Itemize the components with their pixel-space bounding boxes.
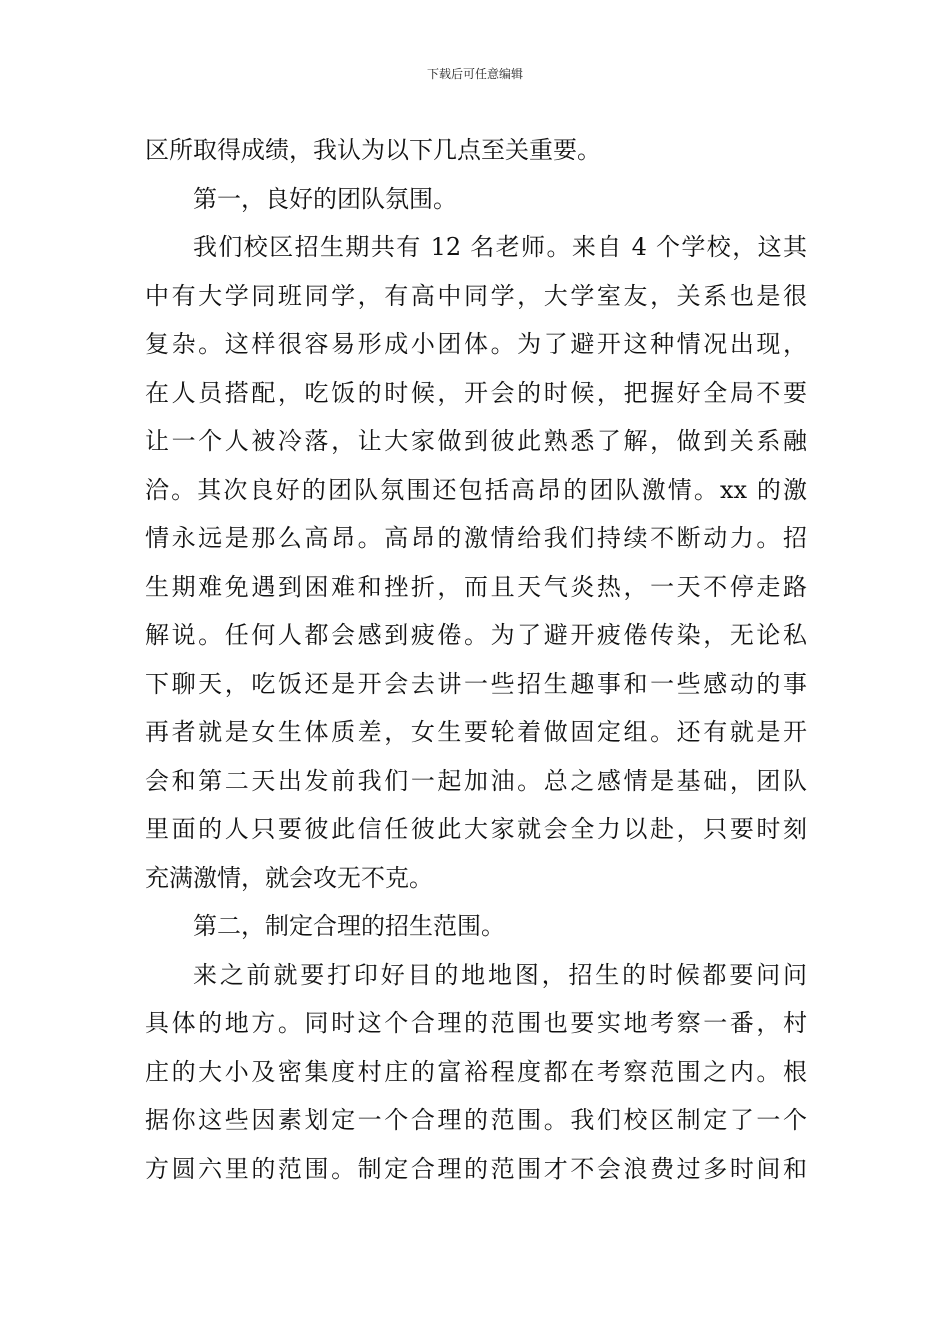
section-heading: 第一，良好的团队氛围。: [193, 184, 457, 213]
text-line: 复杂。这样很容易形成小团体。为了避开这种情况出现，: [145, 330, 807, 358]
text-line: 解说。任何人都会感到疲倦。为了避开疲倦传染，无论私: [145, 621, 807, 649]
text-line: 中有大学同班同学，有高中同学，大学室友，关系也是很: [145, 281, 807, 310]
text-line: 情永远是那么高昂。高昂的激情给我们持续不断动力。招: [145, 524, 807, 552]
document-body: [145, 126, 807, 1193]
text-line: 洽。其次良好的团队氛围还包括高昂的团队激情。xx 的激: [145, 475, 807, 504]
text-line: 来之前就要打印好目的地地图，招生的时候都要问问: [193, 960, 807, 989]
section-heading: 第二，制定合理的招生范围。: [193, 912, 505, 940]
text-line: 会和第二天出发前我们一起加油。总之感情是基础，团队: [145, 766, 807, 795]
text-line: 下聊天，吃饭还是开会去讲一些招生趣事和一些感动的事: [145, 669, 807, 698]
text-line: 我们校区招生期共有 12 名老师。来自 4 个学校，这其: [193, 233, 807, 261]
text-line: 具体的地方。同时这个合理的范围也要实地考察一番，村: [145, 1009, 807, 1037]
text-line: 据你这些因素划定一个合理的范围。我们校区制定了一个: [145, 1106, 807, 1134]
text-line: 充满激情，就会攻无不克。: [145, 863, 433, 892]
text-line: 再者就是女生体质差，女生要轮着做固定组。还有就是开: [145, 718, 807, 746]
text-line: 方圆六里的范围。制定合理的范围才不会浪费过多时间和: [145, 1154, 807, 1183]
page-header: 下载后可任意编辑: [426, 67, 523, 81]
text-line: 让一个人被冷落，让大家做到彼此熟悉了解，做到关系融: [145, 427, 807, 455]
text-line: 生期难免遇到困难和挫折，而且天气炎热，一天不停走路: [145, 572, 807, 601]
text-line: 在人员搭配，吃饭的时候，开会的时候，把握好全局不要: [145, 378, 807, 407]
text-line: 庄的大小及密集度村庄的富裕程度都在考察范围之内。根: [145, 1057, 807, 1086]
text-line: 区所取得成绩，我认为以下几点至关重要。: [145, 136, 601, 164]
text-line: 里面的人只要彼此信任彼此大家就会全力以赴，只要时刻: [145, 815, 807, 843]
